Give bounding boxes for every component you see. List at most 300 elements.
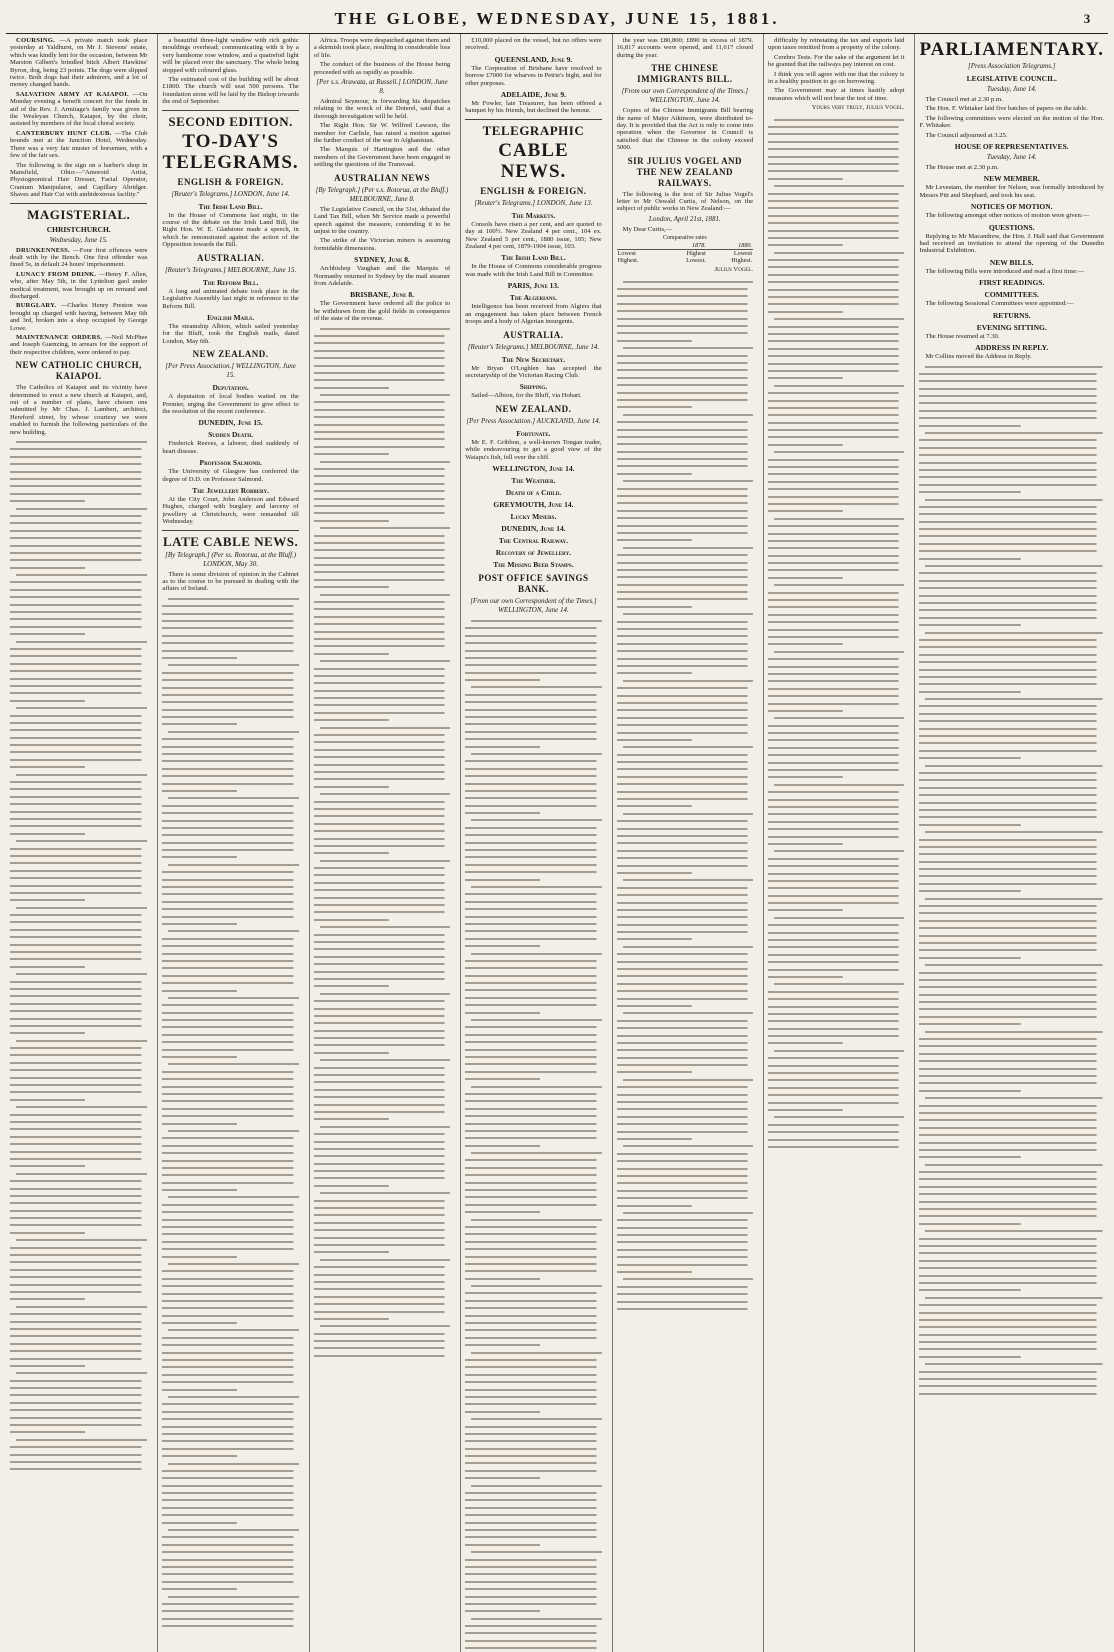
text-line [162, 713, 298, 720]
text-line [162, 935, 298, 942]
section-heading: TELEGRAPHIC [465, 119, 601, 138]
text-line [919, 1309, 1104, 1316]
text-line [314, 1167, 450, 1174]
text-line [314, 532, 450, 539]
text-line [919, 872, 1104, 879]
text-line [314, 1278, 450, 1285]
text-line [919, 739, 1104, 746]
signature: Julius Vogel. [714, 266, 754, 274]
paragraph-text: The Council adjourned at 3.25. [925, 131, 1008, 139]
text-line [465, 935, 601, 942]
text-line [919, 1331, 1104, 1338]
text-line [314, 657, 450, 664]
text-line [162, 1452, 298, 1459]
text-line [768, 1128, 904, 1135]
text-line [10, 1399, 147, 1406]
text-line [314, 672, 450, 679]
text-line [10, 830, 147, 837]
text-line [919, 1382, 1104, 1389]
text-line [162, 972, 298, 979]
article-paragraph [768, 87, 904, 102]
text-line [314, 908, 450, 915]
text-line [10, 1236, 147, 1243]
text-line [617, 1076, 753, 1083]
text-line [10, 1007, 147, 1014]
text-line [768, 389, 904, 396]
text-line [465, 1304, 601, 1311]
text-line [919, 414, 1104, 421]
text-line [768, 855, 904, 862]
text-line [314, 620, 450, 627]
text-line [617, 1165, 753, 1172]
text-line [617, 522, 753, 529]
text-line [919, 496, 1104, 503]
text-line [465, 1120, 601, 1127]
text-line [162, 1238, 298, 1245]
text-line [768, 581, 904, 588]
text-line [162, 1083, 298, 1090]
text-line [768, 951, 904, 958]
text-line [314, 1138, 450, 1145]
text-line [617, 862, 753, 869]
article-paragraph [919, 268, 1104, 275]
text-line [768, 870, 904, 877]
text-line [162, 1563, 298, 1570]
text-line [617, 1216, 753, 1223]
text-line [919, 636, 1104, 643]
text-line [617, 913, 753, 920]
text-line [314, 332, 450, 339]
text-line [314, 1056, 450, 1063]
text-line [465, 1511, 601, 1518]
text-line [617, 359, 753, 366]
text-line [919, 577, 1104, 584]
text-line [617, 595, 753, 602]
text-line [768, 204, 904, 211]
text-line [162, 750, 298, 757]
text-line [162, 1423, 298, 1430]
text-line [919, 363, 1104, 370]
text-line [768, 692, 904, 699]
paragraph-text: difficulty by reinstating the tax and exports laid upon taxes remitted from a property of the colony. [768, 37, 905, 52]
text-line [768, 788, 904, 795]
text-line [162, 787, 298, 794]
text-line [617, 751, 753, 758]
text-line [919, 961, 1104, 968]
text-line [10, 1325, 147, 1332]
text-line [314, 591, 450, 598]
subheading: PARIS, June 13. [507, 281, 560, 291]
text-line [314, 480, 450, 487]
text-line [10, 955, 147, 962]
text-line [162, 1445, 298, 1452]
text-line [919, 1242, 1104, 1249]
text-line [465, 1053, 601, 1060]
text-line [919, 1146, 1104, 1153]
text-line [768, 559, 904, 566]
text-line [465, 772, 601, 779]
text-line [162, 839, 298, 846]
text-line [162, 1460, 298, 1467]
text-line [10, 630, 147, 637]
text-line [919, 1116, 1104, 1123]
text-line [919, 555, 1104, 562]
subheading: Death of a Child. [505, 487, 562, 497]
text-line [768, 404, 904, 411]
text-line [465, 1474, 601, 1481]
text-line [919, 895, 1104, 902]
section-heading: MAGISTERIAL. [10, 203, 147, 222]
text-line [617, 699, 753, 706]
text-line [10, 1421, 147, 1428]
text-line [314, 894, 450, 901]
text-line [768, 463, 904, 470]
text-line [162, 661, 298, 668]
text-line [465, 1533, 601, 1540]
text-line [162, 1622, 298, 1629]
paragraph-text: The Council met at 2.30 p.m. [925, 96, 1003, 103]
article-heading: POST OFFICE SAVINGS BANK. [478, 572, 589, 594]
text-line [768, 929, 904, 936]
text-line [617, 662, 753, 669]
text-line [768, 589, 904, 596]
text-line [465, 1519, 601, 1526]
text-line [162, 1031, 298, 1038]
text-line [919, 1323, 1104, 1330]
text-line [162, 617, 298, 624]
text-line [10, 978, 147, 985]
article-paragraph [919, 115, 1104, 130]
text-line [465, 1060, 601, 1067]
subheading: Sudden Death. [208, 430, 254, 440]
text-line [617, 337, 753, 344]
article-paragraph [162, 212, 298, 249]
text-line [768, 1010, 904, 1017]
text-line [465, 1149, 601, 1156]
text-line [314, 798, 450, 805]
text-line [465, 1097, 601, 1104]
table-row [617, 257, 753, 264]
paragraph-text: The Legislative Council, on the 31st, debated the Land Tax Bill, when Mr Service made a powerful speech against the measure, contending it to be unjust to the country. [313, 205, 451, 235]
major-heading: CABLE NEWS. [498, 139, 569, 182]
text-line [465, 1208, 601, 1215]
text-line [314, 1344, 450, 1351]
column-3 [309, 34, 454, 1652]
column-1 [6, 34, 151, 1652]
paragraph-text: Copies of the Chinese Immigrants Bill bearing the name of Major Atkinson, were distributed to-day. It is provided that the Act is only to come into operation when the Governor in Council is satisfied that the Chinese in the colony exceed 5000. [616, 107, 754, 152]
text-line [314, 975, 450, 982]
text-line [919, 599, 1104, 606]
text-line [617, 995, 753, 1002]
body-text-lines [465, 617, 601, 1652]
text-line [465, 1437, 601, 1444]
text-line [314, 835, 450, 842]
text-line [768, 153, 904, 160]
text-line [465, 1363, 601, 1370]
article-heading: NEW ZEALAND. [495, 403, 572, 414]
text-line [919, 880, 1104, 887]
text-line [919, 459, 1104, 466]
text-line [768, 751, 904, 758]
text-line [465, 861, 601, 868]
text-line [768, 138, 904, 145]
text-line [465, 1526, 601, 1533]
article-paragraph [919, 333, 1104, 340]
paragraph-text: The conduct of the business of the House being proceeded with as rapidly as possible. [313, 61, 451, 76]
text-line [919, 1183, 1104, 1190]
text-line [919, 488, 1104, 495]
text-line [10, 1406, 147, 1413]
text-line [10, 1414, 147, 1421]
text-line [919, 1057, 1104, 1064]
text-line [10, 1029, 147, 1036]
text-line [617, 980, 753, 987]
text-line [768, 847, 904, 854]
article-paragraph [465, 65, 601, 87]
text-line [617, 1157, 753, 1164]
text-line [314, 391, 450, 398]
text-line [919, 503, 1104, 510]
text-line [10, 1221, 147, 1228]
text-line [617, 1261, 753, 1268]
text-line [314, 871, 450, 878]
text-line [768, 1062, 904, 1069]
text-line [162, 1600, 298, 1607]
text-line [617, 921, 753, 928]
text-line [919, 1124, 1104, 1131]
text-line [465, 1334, 601, 1341]
text-line [10, 882, 147, 889]
text-line [314, 701, 450, 708]
text-line [162, 1578, 298, 1585]
text-line [10, 1177, 147, 1184]
text-line [465, 1482, 601, 1489]
paragraph-text: Mr Fowler, late Treasurer, has been offered a banquet by his friends, but declined the honour. [465, 100, 602, 115]
text-line [162, 898, 298, 905]
dateline: [Per Press Association.] AUCKLAND, June 14. [466, 416, 601, 425]
text-line [314, 1330, 450, 1337]
text-line [314, 524, 450, 531]
text-line [465, 1393, 601, 1400]
article-paragraph [919, 184, 1104, 199]
text-line [162, 1120, 298, 1127]
text-line [465, 839, 601, 846]
text-line [617, 374, 753, 381]
subheading: WELLINGTON, June 14. [492, 463, 575, 473]
article-paragraph [314, 300, 450, 322]
text-line [314, 879, 450, 886]
text-line [617, 477, 753, 484]
subheading: EVENING SITTING. [976, 322, 1047, 332]
text-line [768, 1091, 904, 1098]
text-line [465, 1644, 601, 1651]
text-line [617, 965, 753, 972]
text-line [314, 1034, 450, 1041]
text-line [465, 927, 601, 934]
subheading: GREYMOUTH, June 14. [493, 499, 574, 509]
text-line [617, 891, 753, 898]
text-line [617, 765, 753, 772]
text-line [162, 1023, 298, 1030]
text-line [768, 1076, 904, 1083]
text-line [919, 385, 1104, 392]
text-line [162, 817, 298, 824]
text-line [919, 1065, 1104, 1072]
text-line [768, 1017, 904, 1024]
text-line [314, 1093, 450, 1100]
text-line [10, 1185, 147, 1192]
text-line [162, 1556, 298, 1563]
text-line [768, 1032, 904, 1039]
text-line [162, 1408, 298, 1415]
text-line [314, 1322, 450, 1329]
text-line [314, 1226, 450, 1233]
article-paragraph [162, 468, 298, 483]
text-line [314, 502, 450, 509]
text-line [768, 840, 904, 847]
text-line [314, 923, 450, 930]
text-line [465, 1223, 601, 1230]
text-line [768, 1113, 904, 1120]
text-line [314, 1123, 450, 1130]
article-paragraph [919, 300, 1104, 307]
text-line [465, 1075, 601, 1082]
text-line [919, 481, 1104, 488]
text-line [768, 249, 904, 256]
text-line [919, 843, 1104, 850]
paragraph-text: Mr Bryan O'Loghlen has accepted the secretaryship of the Victorian Racing Club. [465, 364, 602, 379]
text-line [919, 1353, 1104, 1360]
text-line [162, 913, 298, 920]
text-line [10, 1281, 147, 1288]
text-line [919, 1272, 1104, 1279]
article-heading: THE CHINESE IMMIGRANTS BILL. [637, 63, 733, 85]
text-line [768, 995, 904, 1002]
text-line [768, 330, 904, 337]
text-line [10, 763, 147, 770]
text-line [617, 1091, 753, 1098]
subheading: Shipping. [519, 382, 548, 392]
text-line [162, 1504, 298, 1511]
subheading: The Algerians. [509, 293, 557, 303]
text-line [617, 1039, 753, 1046]
text-line [768, 175, 904, 182]
text-line [314, 1130, 450, 1137]
text-line [10, 1273, 147, 1280]
text-line [162, 1519, 298, 1526]
text-line [617, 344, 753, 351]
text-line [162, 1378, 298, 1385]
text-line [768, 663, 904, 670]
subheading: Deputation. [212, 383, 249, 393]
subheading: ADELAIDE, June 9. [500, 90, 566, 100]
text-line [314, 635, 450, 642]
text-line [465, 846, 601, 853]
subheading: SYDNEY, June 8. [354, 255, 410, 265]
text-line [617, 1120, 753, 1127]
text-line [10, 1436, 147, 1443]
text-line [162, 794, 298, 801]
article-paragraph [10, 130, 147, 160]
text-line [10, 1458, 147, 1465]
article-paragraph [162, 440, 298, 455]
text-line [465, 1083, 601, 1090]
text-line [768, 337, 904, 344]
table-cell: Lowest [733, 250, 753, 258]
text-line [314, 768, 450, 775]
text-line [465, 1238, 601, 1245]
paragraph-text: Sailed—Albion, for the Bluff, via Hobart. [471, 392, 582, 400]
text-line [465, 794, 601, 801]
text-line [10, 505, 147, 512]
text-line [10, 1384, 147, 1391]
text-line [617, 714, 753, 721]
text-line [162, 1386, 298, 1393]
column-4 [460, 34, 605, 1652]
text-line [10, 1258, 147, 1265]
text-line [10, 785, 147, 792]
text-line [617, 300, 753, 307]
article-heading: ENGLISH & FOREIGN. [480, 185, 587, 196]
text-line [768, 603, 904, 610]
text-line [465, 706, 601, 713]
text-line [768, 773, 904, 780]
article-paragraph [314, 98, 450, 120]
text-line [314, 413, 450, 420]
text-line [314, 487, 450, 494]
text-line [10, 985, 147, 992]
text-line [919, 562, 1104, 569]
text-line [465, 950, 601, 957]
text-line [617, 1172, 753, 1179]
text-line [617, 854, 753, 861]
text-line [162, 1585, 298, 1592]
text-line [314, 916, 450, 923]
text-line [162, 1016, 298, 1023]
subheading: Recovery of Jewellery. [495, 547, 572, 557]
text-line [465, 1319, 601, 1326]
text-line [768, 973, 904, 980]
text-line [465, 1637, 601, 1644]
text-line [465, 1112, 601, 1119]
text-line [768, 1003, 904, 1010]
text-line [162, 765, 298, 772]
paragraph-text: —On Monday evening a benefit concert for the funds in aid of the Rev. J. Armitage's family was given in the Wesleyan Church, Kaiapoi, by the choir, assisted by members of the local choral society. [10, 90, 148, 128]
paragraph-lead: COURSING. [16, 37, 55, 44]
article-paragraph [162, 37, 298, 74]
text-line [768, 411, 904, 418]
text-line [162, 1363, 298, 1370]
text-line [768, 1047, 904, 1054]
text-line [768, 256, 904, 263]
article-paragraph [919, 132, 1104, 139]
text-line [465, 1001, 601, 1008]
dateline: [Reuter's Telegrams.] MELBOURNE, June 14. [467, 342, 600, 351]
text-line [162, 676, 298, 683]
text-line [162, 905, 298, 912]
text-line [10, 859, 147, 866]
text-line [617, 706, 753, 713]
article-paragraph [465, 303, 601, 325]
text-line [768, 374, 904, 381]
text-line [617, 551, 753, 558]
text-line [465, 661, 601, 668]
text-line [465, 1593, 601, 1600]
text-line [768, 515, 904, 522]
text-line [768, 685, 904, 692]
text-line [162, 802, 298, 809]
text-line [617, 906, 753, 913]
